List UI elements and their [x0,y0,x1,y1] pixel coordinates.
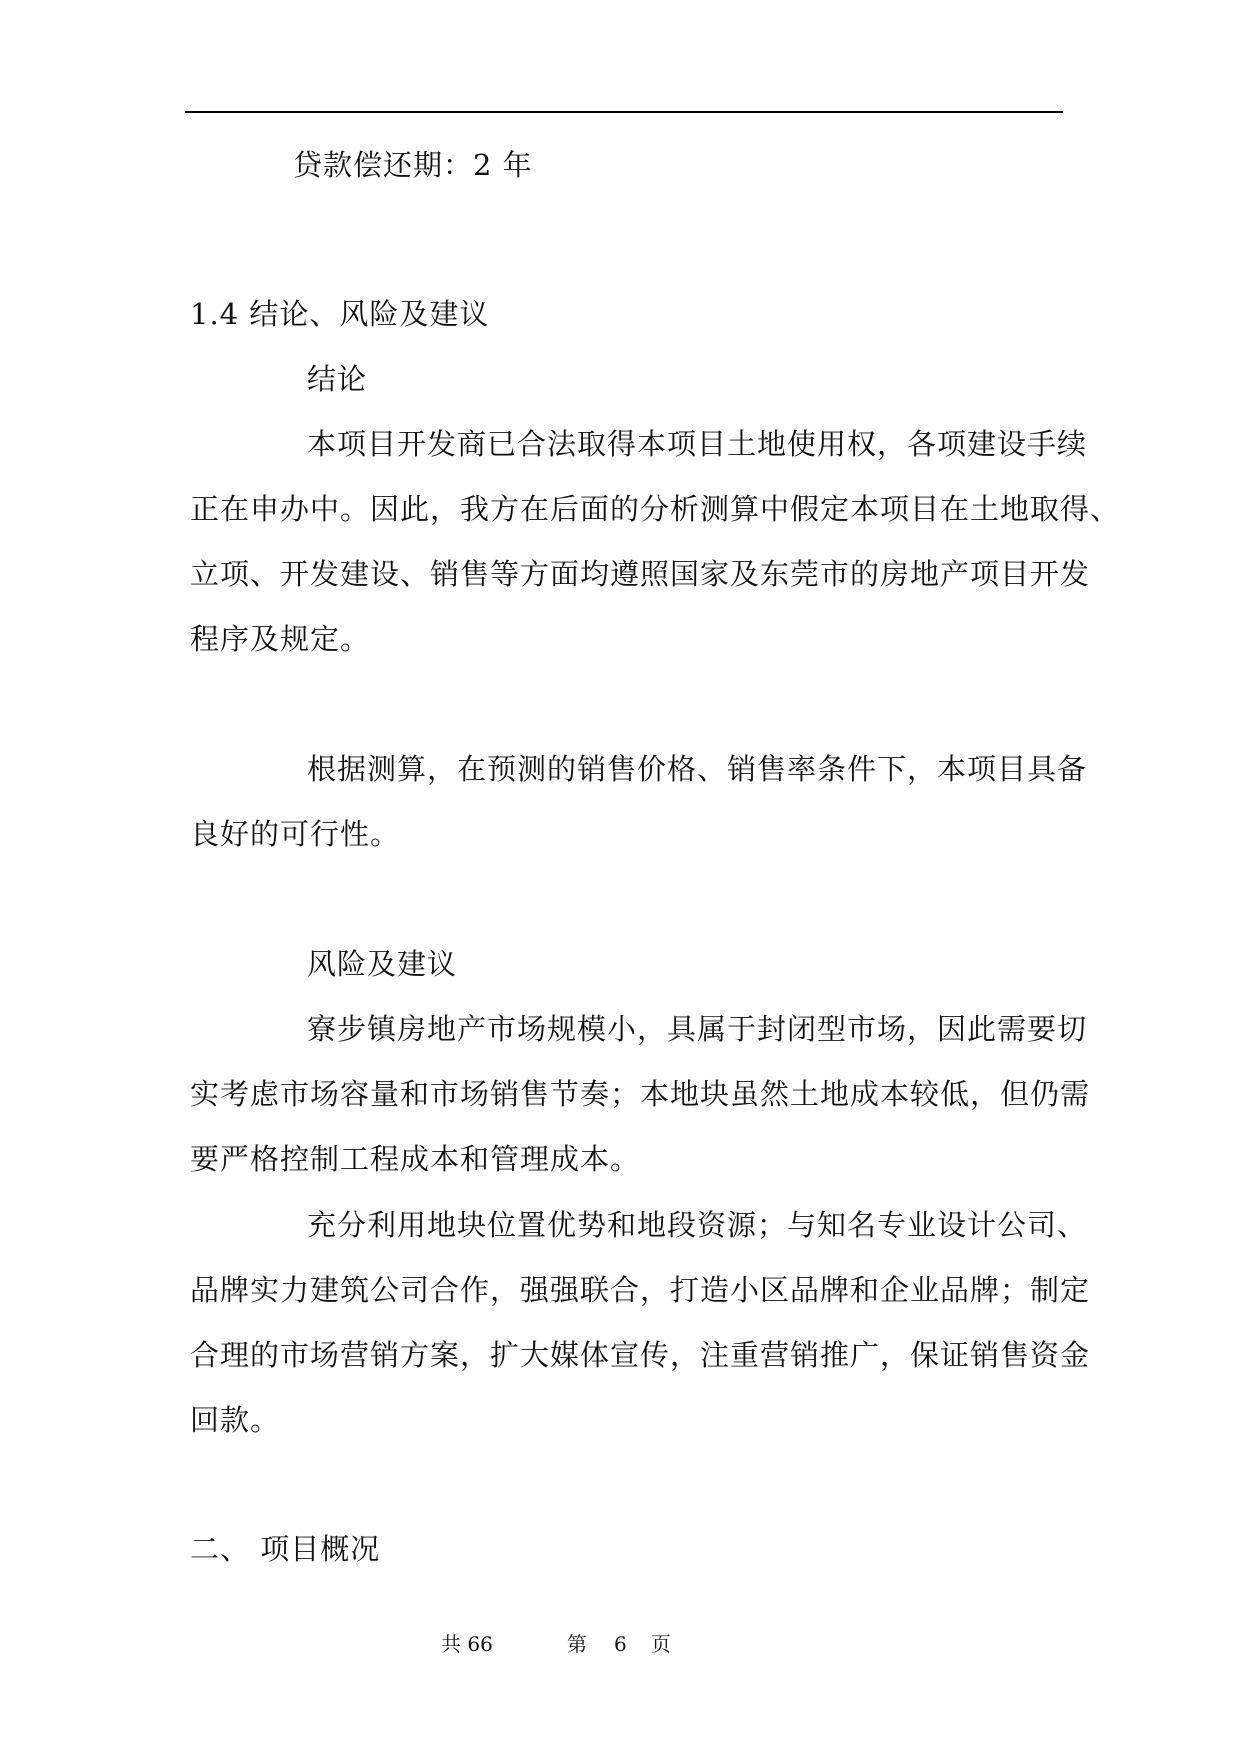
risk-para2-line-1: 充分利用地块位置优势和地段资源；与知名专业设计公司、 [307,1208,1088,1242]
risk-para2-line-2: 品牌实力建筑公司合作，强强联合，打造小区品牌和企业品牌；制定 [190,1273,1091,1307]
risk-para1-line-2: 实考虑市场容量和市场销售节奏；本地块虽然土地成本较低，但仍需 [190,1077,1091,1111]
conclusion-para1-line-1: 本项目开发商已合法取得本项目土地使用权，各项建设手续 [307,427,1088,461]
risk-para1-line-3: 要严格控制工程成本和管理成本。 [190,1142,641,1176]
risk-title: 风险及建议 [307,947,458,981]
footer-page-suffix: 页 [651,1632,671,1656]
conclusion-para2-line-2: 良好的可行性。 [190,817,401,851]
loan-repayment-line: 贷款偿还期：2 年 [293,148,533,182]
conclusion-para1-line-3: 立项、开发建设、销售等方面均遵照国家及东莞市的房地产项目开发 [190,557,1091,591]
footer-page-prefix: 第 [567,1632,587,1656]
conclusion-para1-line-2: 正在申办中。因此，我方在后面的分析测算中假定本项目在土地取得、 [190,492,1121,526]
conclusion-para1-line-4: 程序及规定。 [190,622,371,656]
section-1-4-heading: 1.4 结论、风险及建议 [190,297,490,331]
footer-total-pages: 共 66 [441,1632,493,1656]
footer-page-number: 6 [614,1632,627,1656]
risk-para2-line-4: 回款。 [190,1403,281,1437]
section-2-heading: 二、 项目概况 [190,1532,381,1566]
risk-para2-line-3: 合理的市场营销方案，扩大媒体宣传，注重营销推广，保证销售资金 [190,1338,1091,1372]
conclusion-title: 结论 [307,362,368,396]
conclusion-para2-line-1: 根据测算，在预测的销售价格、销售率条件下，本项目具备 [307,752,1088,786]
risk-para1-line-1: 寮步镇房地产市场规模小，具属于封闭型市场，因此需要切 [307,1012,1088,1046]
header-rule [185,111,1063,113]
